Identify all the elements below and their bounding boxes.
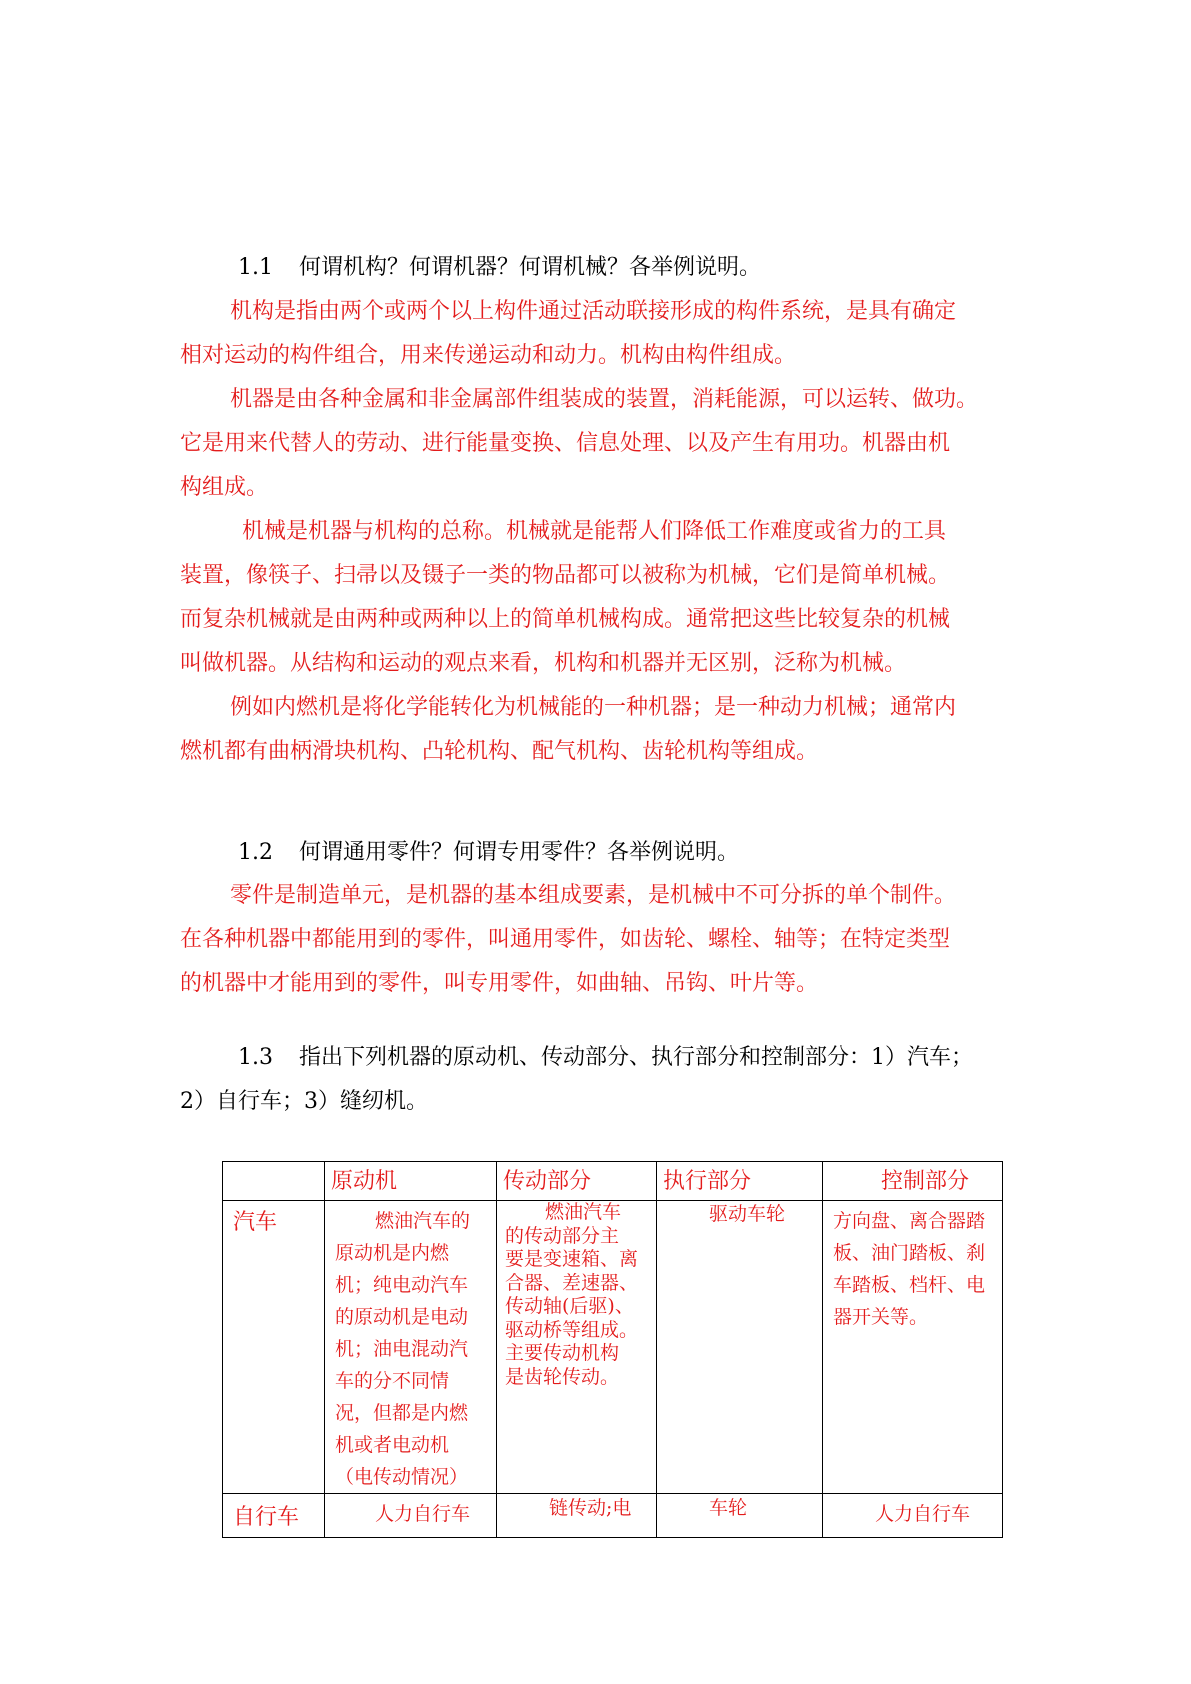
- question-1-1: [238, 252, 761, 284]
- cell-line: 主要传动机构: [505, 1342, 620, 1364]
- answer-line: 机械是机器与机构的总称。机械就是能帮人们降低工作难度或省力的工具: [242, 519, 947, 544]
- question-number: 1.2: [238, 840, 273, 865]
- table-header-prime-mover: 原动机: [325, 1162, 497, 1201]
- answer-line: 燃机都有曲柄滑块机构、凸轮机构、配气机构、齿轮机构等组成。: [180, 739, 819, 764]
- answer-line: 构组成。: [180, 475, 269, 500]
- cell-line: 机或者电动机: [335, 1434, 450, 1456]
- cell-line: 器开关等。: [833, 1306, 929, 1328]
- cell-line: 原动机是内燃: [335, 1242, 450, 1264]
- cell-line: 况，但都是内燃: [335, 1402, 469, 1424]
- table-row: [223, 1201, 1003, 1494]
- cell-line: 燃油汽车的: [375, 1210, 471, 1232]
- question-text: 何谓通用零件？何谓专用零件？各举例说明。: [299, 840, 740, 865]
- answer-line: 例如内燃机是将化学能转化为机械能的一种机器；是一种动力机械；通常内: [230, 695, 957, 720]
- bicycle-execution: 车轮: [657, 1494, 823, 1538]
- question-text: 指出下列机器的原动机、传动部分、执行部分和控制部分：1）汽车；: [299, 1045, 973, 1070]
- answer-1-1: [180, 290, 1022, 774]
- car-prime-mover: [325, 1201, 497, 1494]
- cell-line: 机；油电混动汽: [335, 1338, 469, 1360]
- answer-line: 机器是由各种金属和非金属部件组装成的装置，消耗能源，可以运转、做功。: [230, 387, 979, 412]
- answer-line: 零件是制造单元，是机器的基本组成要素，是机械中不可分拆的单个制件。: [230, 883, 957, 908]
- table-header-control: 控制部分: [823, 1162, 1003, 1201]
- question-1-3-continued: [180, 1086, 428, 1118]
- answer-line: 的机器中才能用到的零件，叫专用零件，如曲轴、吊钩、叶片等。: [180, 971, 819, 996]
- cell-line: 机；纯电动汽车: [335, 1274, 469, 1296]
- question-number: 1.3: [238, 1045, 273, 1070]
- cell-line: 是齿轮传动。: [505, 1365, 620, 1388]
- cell-line: 车踏板、档杆、电: [833, 1274, 986, 1296]
- table-header-empty: [223, 1162, 325, 1201]
- table-header-transmission: 传动部分: [497, 1162, 657, 1201]
- question-1-3: [238, 1042, 973, 1074]
- cell-line: 燃油汽车: [545, 1201, 622, 1223]
- car-control: [823, 1201, 1003, 1494]
- answer-line: 在各种机器中都能用到的零件，叫通用零件，如齿轮、螺栓、轴等；在特定类型: [180, 927, 951, 952]
- cell-line: 的原动机是电动: [335, 1306, 469, 1328]
- bicycle-control: 人力自行车: [823, 1494, 1003, 1538]
- cell-line: 的传动部分主: [505, 1224, 620, 1247]
- answer-line: 机构是指由两个或两个以上构件通过活动联接形成的构件系统，是具有确定: [230, 299, 957, 324]
- cell-line: 驱动桥等组成。: [505, 1318, 639, 1341]
- table-header-execution: 执行部分: [657, 1162, 823, 1201]
- cell-line: 合器、差速器、: [505, 1271, 639, 1294]
- answer-line: 它是用来代替人的劳动、进行能量变换、信息处理、以及产生有用功。机器由机: [180, 431, 951, 456]
- cell-line: 板、油门踏板、刹: [833, 1242, 986, 1264]
- question-1-2: [238, 837, 739, 869]
- answer-line: 装置，像筷子、扫帚以及镊子一类的物品都可以被称为机械，它们是简单机械。: [180, 563, 951, 588]
- answer-line: 而复杂机械就是由两种或两种以上的简单机械构成。通常把这些比较复杂的机械: [180, 607, 951, 632]
- cell-line: 要是变速箱、离: [505, 1248, 639, 1270]
- cell-line: 车的分不同情: [335, 1370, 450, 1392]
- question-text: 2）自行车；3）缝纫机。: [180, 1089, 428, 1114]
- table-row: [223, 1494, 1003, 1538]
- question-number: 1.1: [238, 255, 273, 280]
- cell-line: 传动轴(后驱)、: [505, 1295, 634, 1317]
- row-label: 汽车: [223, 1201, 325, 1494]
- answer-line: 相对运动的构件组合，用来传递运动和动力。机构由构件组成。: [180, 343, 797, 368]
- cell-line: 方向盘、离合器踏: [833, 1210, 986, 1232]
- car-execution: 驱动车轮: [657, 1201, 823, 1494]
- cell-line: （电传动情况）: [335, 1466, 469, 1488]
- answer-1-2: [180, 874, 1022, 1006]
- answer-line: 叫做机器。从结构和运动的观点来看，机构和机器并无区别，泛称为机械。: [180, 651, 907, 676]
- row-label: 自行车: [223, 1494, 325, 1538]
- table-header-row: [223, 1162, 1003, 1201]
- bicycle-transmission: 链传动;电: [497, 1494, 657, 1538]
- bicycle-prime-mover: 人力自行车: [325, 1494, 497, 1538]
- car-transmission: [497, 1201, 657, 1494]
- machine-parts-table: [222, 1161, 1003, 1538]
- question-text: 何谓机构？何谓机器？何谓机械？各举例说明。: [299, 255, 762, 280]
